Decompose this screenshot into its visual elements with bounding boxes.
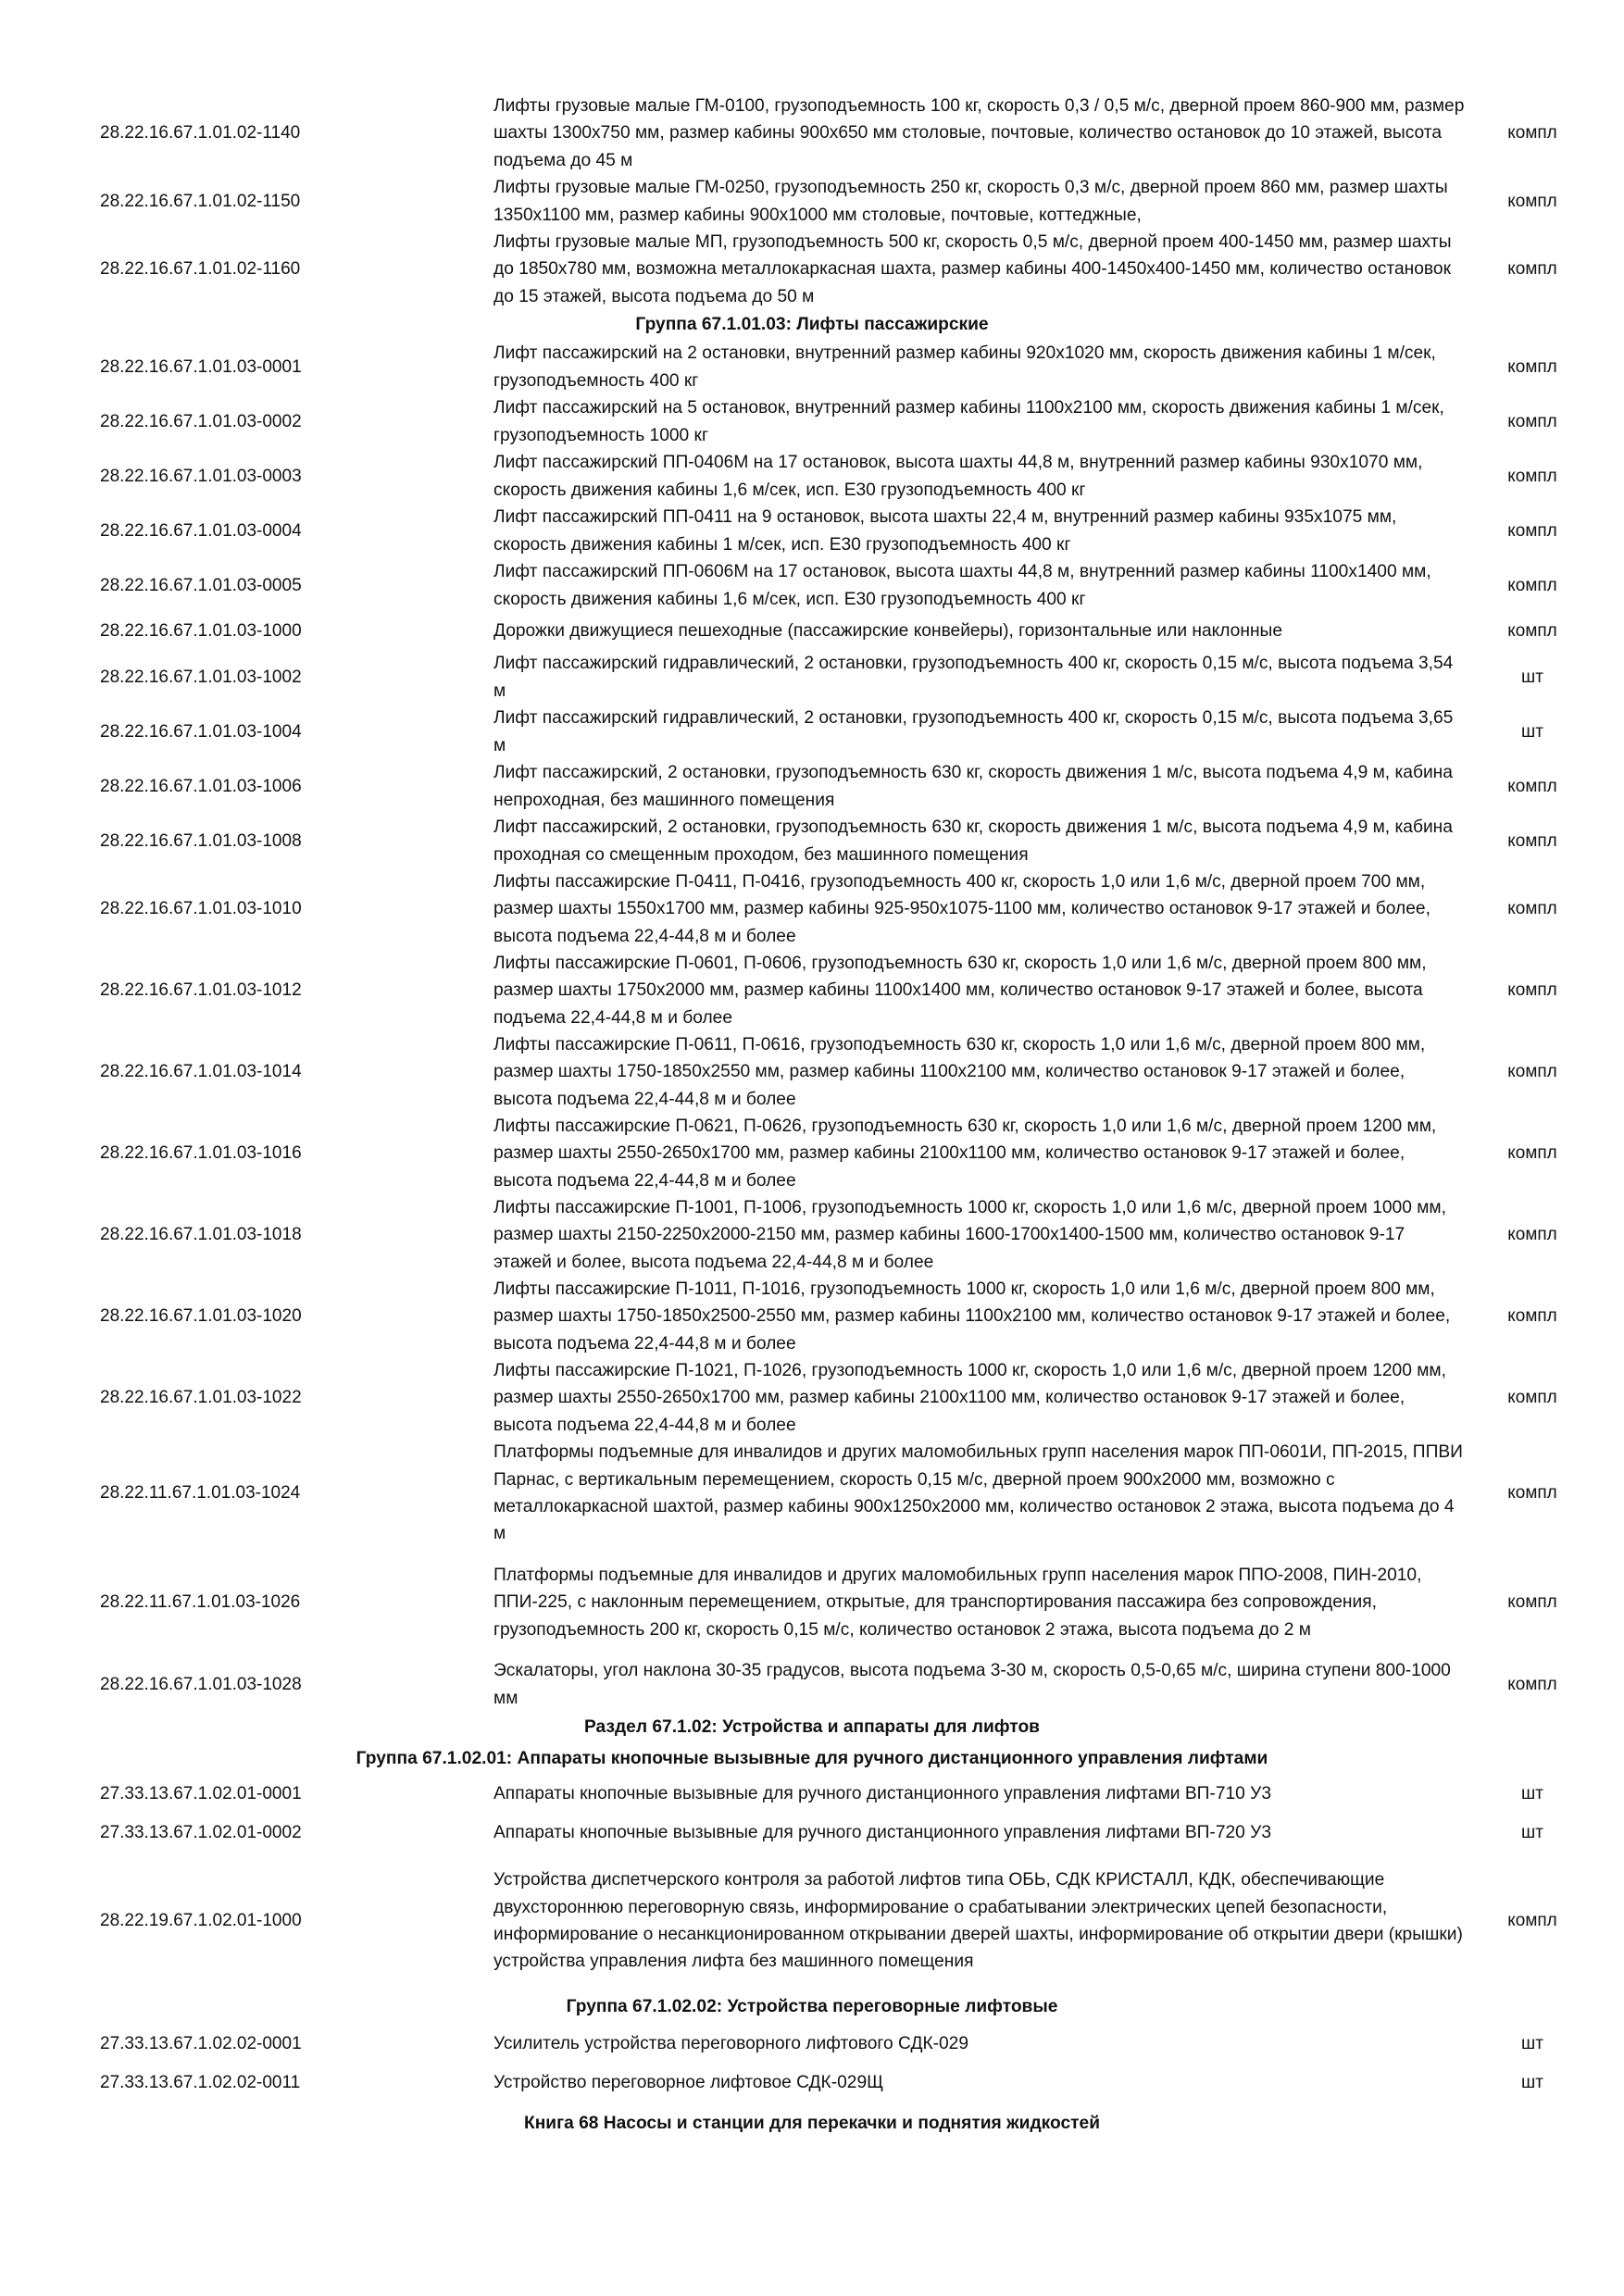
table-row xyxy=(0,449,1624,504)
row-description: Лифт пассажирский гидравлический, 2 остановки, грузоподъемность 400 кг, скорость 0,15 м/с, высота подъема 3,54 м xyxy=(493,654,1454,701)
row-description: Устройства диспетчерского контроля за работой лифтов типа ОБЬ, СДК КРИСТАЛЛ, КДК, обеспечивающие двухстороннюю переговорную связь, информирование о срабатывании электрических цепей безопасности, информирование о несанкционированном открывании дверей шахты, информирование об открытии двери (крышки) устройства управления лифта без машинного помещения xyxy=(493,1870,1463,1972)
row-code: 28.22.16.67.1.01.03-1006 xyxy=(100,776,302,796)
row-description: Лифты пассажирские П-0601, П-0606, грузоподъемность 630 кг, скорость 1,0 или 1,6 м/с, дверной проем 800 мм, размер шахты 1750x2000 мм, размер кабины 1100x1400 мм, количество остановок 9-17 этажей и более, высота подъема 22,4-44,8 м и более xyxy=(493,953,1427,1028)
row-unit: компл xyxy=(1507,1483,1557,1503)
row-code: 28.22.11.67.1.01.03-1026 xyxy=(100,1592,301,1612)
table-row xyxy=(0,1031,1624,1113)
row-description: Лифты пассажирские П-1021, П-1026, грузоподъемность 1000 кг, скорость 1,0 или 1,6 м/с, дверной проем 1200 мм, размер шахты 2550-2650x1700 мм, размер кабины 2100x1100 мм, количество остановок 9-17 этажей и более, высота подъема 22,4-44,8 м и более xyxy=(493,1360,1446,1435)
row-description: Устройство переговорное лифтовое СДК-029Щ xyxy=(493,2073,884,2093)
table-row xyxy=(0,504,1624,558)
row-code: 28.22.16.67.1.01.03-1012 xyxy=(100,980,302,1000)
row-unit: компл xyxy=(1507,1143,1557,1163)
table-row xyxy=(0,1276,1624,1357)
row-description: Лифты пассажирские П-0621, П-0626, грузоподъемность 630 кг, скорость 1,0 или 1,6 м/с, дверной проем 1200 мм, размер шахты 2550-2650x1700 мм, размер кабины 2100x1100 мм, количество остановок 9-17 этажей и более, высота подъема 22,4-44,8 м и более xyxy=(493,1116,1437,1191)
book-title: Книга 68 Насосы и станции для перекачки и поднятия жидкостей xyxy=(523,2114,1100,2133)
table-row xyxy=(0,705,1624,759)
row-description: Лифты грузовые малые ГМ-0100, грузоподъемность 100 кг, скорость 0,3 / 0,5 м/с, дверной проем 860-900 мм, размер шахты 1300x750 мм, размер кабины 900x650 мм столовые, почтовые, количество остановок до 10 этажей, высота подъема до 45 м xyxy=(493,95,1465,170)
row-code: 28.22.16.67.1.01.03-1008 xyxy=(100,830,302,851)
table-row xyxy=(0,1853,1624,1990)
row-description: Лифты пассажирские П-0611, П-0616, грузоподъемность 630 кг, скорость 1,0 или 1,6 м/с, дверной проем 800 мм, размер шахты 1750-1850x2550 мм, размер кабины 1100x2100 мм, количество остановок 9-17 этажей и более, высота подъема 22,4-44,8 м и более xyxy=(493,1034,1426,1109)
row-code: 27.33.13.67.1.02.01-0001 xyxy=(100,1784,302,1803)
row-code: 28.22.16.67.1.01.03-0003 xyxy=(100,466,302,486)
row-description: Лифт пассажирский, 2 остановки, грузоподъемность 630 кг, скорость движения 1 м/с, высота подъема 4,9 м, кабина проходная со смещенным проходом, без машинного помещения xyxy=(493,817,1453,865)
group-header xyxy=(0,1990,1624,2025)
row-unit: компл xyxy=(1507,1674,1557,1694)
row-unit: компл xyxy=(1507,191,1557,211)
row-code: 27.33.13.67.1.02.01-0002 xyxy=(100,1823,302,1842)
row-description: Лифт пассажирский ПП-0606М на 17 остановок, высота шахты 44,8 м, внутренний размер кабины 1100x1400 мм, скорость движения кабины 1,6 м/сек, исп. Е30 грузоподъемность 400 кг xyxy=(493,562,1431,609)
row-unit: компл xyxy=(1507,1225,1557,1244)
row-description: Лифты пассажирские П-1011, П-1016, грузоподъемность 1000 кг, скорость 1,0 или 1,6 м/с, дверной проем 800 мм, размер шахты 1750-1850x2500-2550 мм, размер кабины 1100x2100 мм, количество остановок 9-17 этажей и более, высота подъема 22,4-44,8 м и более xyxy=(493,1279,1451,1354)
table-row xyxy=(0,558,1624,613)
row-description: Лифты грузовые малые ГМ-0250, грузоподъемность 250 кг, скорость 0,3 м/с, дверной проем 860 мм, размер шахты 1350x1100 мм, размер кабины 900x1000 мм столовые, почтовые, коттеджные, xyxy=(493,178,1448,225)
row-code: 28.22.19.67.1.02.01-1000 xyxy=(100,1911,302,1930)
section-header xyxy=(0,1712,1624,1743)
row-unit: компл xyxy=(1507,830,1557,851)
row-description: Платформы подъемные для инвалидов и других маломобильных групп населения марок ППО-2008, ПИН-2010, ППИ-225, с наклонным перемещением, открытые, для транспортирования пассажира без сопровождения, грузоподъемность 200 кг, скорость 0,15 м/с, количество остановок 2 этажа, высота подъема до 2 м xyxy=(493,1565,1422,1640)
row-unit: шт xyxy=(1521,1823,1543,1842)
row-unit: шт xyxy=(1521,2073,1543,2092)
row-description: Лифт пассажирский гидравлический, 2 остановки, грузоподъемность 400 кг, скорость 0,15 м/с, высота подъема 3,65 м xyxy=(493,708,1454,755)
row-unit: шт xyxy=(1521,721,1543,742)
row-code: 28.22.16.67.1.01.03-0001 xyxy=(100,356,302,377)
row-unit: шт xyxy=(1521,1784,1543,1803)
row-unit: компл xyxy=(1507,1592,1557,1612)
row-unit: компл xyxy=(1507,466,1557,486)
table-row xyxy=(0,650,1624,705)
group-header xyxy=(0,1743,1624,1775)
row-code: 28.22.16.67.1.01.02-1140 xyxy=(100,123,301,143)
row-description: Аппараты кнопочные вызывные для ручного дистанционного управления лифтами ВП-720 У3 xyxy=(493,1823,1272,1843)
row-code: 28.22.16.67.1.01.03-1022 xyxy=(100,1388,302,1407)
row-unit: компл xyxy=(1507,411,1557,431)
row-description: Лифт пассажирский на 2 остановки, внутренний размер кабины 920x1020 мм, скорость движения кабины 1 м/сек, грузоподъемность 400 кг xyxy=(493,343,1436,391)
group-header xyxy=(0,310,1624,340)
row-code: 28.22.16.67.1.01.03-1020 xyxy=(100,1306,302,1326)
table-row xyxy=(0,1439,1624,1548)
table-row xyxy=(0,1814,1624,1853)
row-unit: компл xyxy=(1507,621,1557,641)
row-code: 28.22.16.67.1.01.03-1014 xyxy=(100,1062,302,1081)
row-unit: компл xyxy=(1507,1388,1557,1407)
table-row xyxy=(0,1357,1624,1439)
row-description: Лифт пассажирский ПП-0411 на 9 остановок, высота шахты 22,4 м, внутренний размер кабины 935x1075 мм, скорость движения кабины 1 м/сек, исп. Е30 грузоподъемность 400 кг xyxy=(493,507,1397,555)
row-unit: компл xyxy=(1507,1911,1557,1930)
table-row xyxy=(0,1657,1624,1712)
row-unit: компл xyxy=(1507,259,1557,279)
table-row xyxy=(0,340,1624,394)
table-row xyxy=(0,1113,1624,1194)
book-header xyxy=(0,2103,1624,2145)
row-description: Лифты пассажирские П-1001, П-1006, грузоподъемность 1000 кг, скорость 1,0 или 1,6 м/с, дверной проем 1000 мм, размер шахты 2150-2250x2000-2150 мм, размер кабины 1600-1700x1400-1500 мм, количество остановок 9-17 этажей и более, высота подъема 22,4-44,8 м и более xyxy=(493,1197,1446,1272)
table-row xyxy=(0,1548,1624,1657)
group-title: Группа 67.1.02.02: Устройства переговорные лифтовые xyxy=(566,1997,1058,2016)
row-code: 28.22.16.67.1.01.03-0005 xyxy=(100,575,302,595)
row-unit: компл xyxy=(1507,776,1557,796)
group-title: Группа 67.1.01.03: Лифты пассажирские xyxy=(635,315,989,334)
table-row xyxy=(0,868,1624,950)
row-description: Лифт пассажирский, 2 остановки, грузоподъемность 630 кг, скорость движения 1 м/с, высота подъема 4,9 м, кабина непроходная, без машинного помещения xyxy=(493,763,1453,810)
group-title: Группа 67.1.02.01: Аппараты кнопочные вызывные для ручного дистанционного управления лифтами xyxy=(356,1749,1268,1768)
table-row xyxy=(0,1194,1624,1276)
row-code: 28.22.16.67.1.01.03-0004 xyxy=(100,520,302,541)
row-description: Усилитель устройства переговорного лифтового СДК-029 xyxy=(493,2034,969,2054)
table-row xyxy=(0,759,1624,814)
row-unit: компл xyxy=(1507,980,1557,1000)
table-row xyxy=(0,174,1624,229)
row-code: 28.22.16.67.1.01.03-1000 xyxy=(100,621,302,641)
table-row xyxy=(0,229,1624,310)
row-description: Эскалаторы, угол наклона 30-35 градусов, высота подъема 3-30 м, скорость 0,5-0,65 м/с, ширина ступени 800-1000 мм xyxy=(493,1661,1451,1708)
table-row xyxy=(0,394,1624,449)
row-code: 27.33.13.67.1.02.02-0011 xyxy=(100,2073,301,2092)
row-code: 28.22.11.67.1.01.03-1024 xyxy=(100,1483,301,1503)
section-title: Раздел 67.1.02: Устройства и аппараты для лифтов xyxy=(584,1717,1040,1737)
row-code: 28.22.16.67.1.01.03-0002 xyxy=(100,411,302,431)
table-row xyxy=(0,93,1624,174)
row-code: 28.22.16.67.1.01.03-1010 xyxy=(100,899,302,918)
table-row xyxy=(0,1775,1624,1814)
row-description: Лифты грузовые малые МП, грузоподъемность 500 кг, скорость 0,5 м/с, дверной проем 400-1450 мм, размер шахты до 1850x780 мм, возможна металлокаркасная шахта, размер кабины 400-1450x400-1450 мм, количество остановок до 15 этажей, высота подъема до 50 м xyxy=(493,231,1452,306)
row-unit: компл xyxy=(1507,123,1557,143)
row-unit: шт xyxy=(1521,667,1543,687)
table-row xyxy=(0,613,1624,650)
row-description: Лифт пассажирский ПП-0406М на 17 остановок, высота шахты 44,8 м, внутренний размер кабины 930x1070 мм, скорость движения кабины 1,6 м/сек, исп. Е30 грузоподъемность 400 кг xyxy=(493,453,1423,500)
row-code: 28.22.16.67.1.01.03-1016 xyxy=(100,1143,302,1163)
row-code: 28.22.16.67.1.01.03-1004 xyxy=(100,721,302,742)
row-code: 27.33.13.67.1.02.02-0001 xyxy=(100,2034,302,2053)
row-description: Платформы подъемные для инвалидов и других маломобильных групп населения марок ПП-0601И, ПП-2015, ППВИ Парнас, с вертикальным перемещением, скорость 0,15 м/с, дверной проем 900x2000 мм, возможно с металлокаркасной шахтой, размер кабины 900x1250x2000 мм, количество остановок 2 этажа, высота подъема до 4 м xyxy=(493,1442,1463,1544)
table-row xyxy=(0,950,1624,1031)
table-row xyxy=(0,2025,1624,2064)
table-row xyxy=(0,814,1624,868)
row-code: 28.22.16.67.1.01.02-1160 xyxy=(100,259,301,279)
row-unit: компл xyxy=(1507,1306,1557,1326)
row-unit: компл xyxy=(1507,520,1557,541)
row-unit: компл xyxy=(1507,899,1557,918)
row-description: Лифты пассажирские П-0411, П-0416, грузоподъемность 400 кг, скорость 1,0 или 1,6 м/с, дверной проем 700 мм, размер шахты 1550x1700 мм, размер кабины 925-950x1075-1100 мм, количество остановок 9-17 этажей и более, высота подъема 22,4-44,8 м и более xyxy=(493,871,1430,946)
row-description: Дорожки движущиеся пешеходные (пассажирские конвейеры), горизонтальные или наклонные xyxy=(493,621,1283,642)
row-code: 28.22.16.67.1.01.02-1150 xyxy=(100,191,301,211)
row-unit: шт xyxy=(1521,2034,1543,2053)
row-description: Аппараты кнопочные вызывные для ручного дистанционного управления лифтами ВП-710 У3 xyxy=(493,1784,1272,1804)
table-row xyxy=(0,2064,1624,2103)
row-code: 28.22.16.67.1.01.03-1018 xyxy=(100,1225,302,1244)
row-description: Лифт пассажирский на 5 остановок, внутренний размер кабины 1100x2100 мм, скорость движения кабины 1 м/сек, грузоподъемность 1000 кг xyxy=(493,398,1444,445)
row-unit: компл xyxy=(1507,356,1557,377)
row-code: 28.22.16.67.1.01.03-1028 xyxy=(100,1674,302,1694)
row-unit: компл xyxy=(1507,1062,1557,1081)
row-unit: компл xyxy=(1507,575,1557,595)
row-code: 28.22.16.67.1.01.03-1002 xyxy=(100,667,302,687)
price-table xyxy=(0,93,1624,2145)
